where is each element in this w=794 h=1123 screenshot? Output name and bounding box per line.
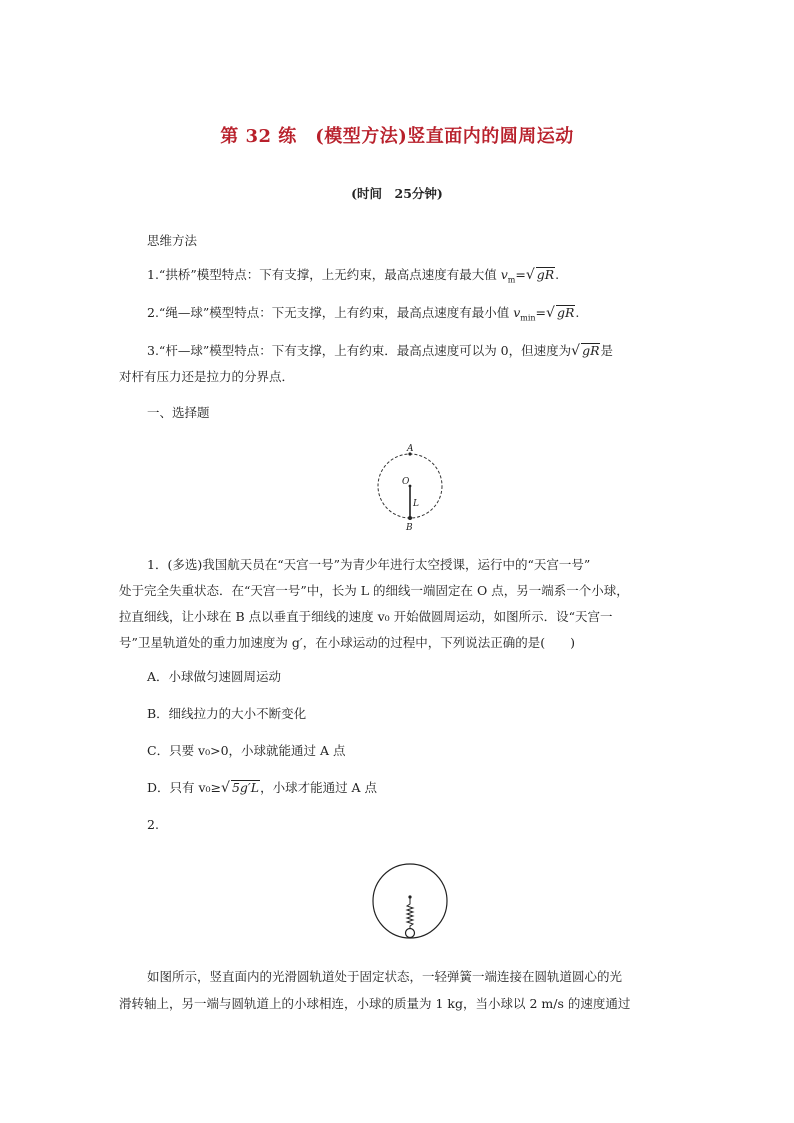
method-item-3-line2: 对杆有压力还是拉力的分界点． — [119, 369, 295, 384]
q1-line-2: 处于完全失重状态．在“天宫一号”中，长为 L 的细线一端固定在 O 点，另一端系一个小球， — [119, 583, 629, 598]
q1-option-b: B．细线拉力的大小不断变化 — [147, 706, 307, 721]
q2-line-2: 滑转轴上，另一端与圆轨道上的小球相连，小球的质量为 1 kg，当小球以 2 m/s 的速度通过 — [119, 996, 631, 1011]
method-item-1: 1.“拱桥”模型特点：下有支撑，上无约束，最高点速度有最大值 $v_m=√$ gR. — [147, 267, 560, 285]
label-l: L — [413, 499, 419, 509]
method-item-3-line1: 3.“杆—球”模型特点：下有支撑，上有约束．最高点速度可以为 0，但速度为√ gR是 — [147, 343, 613, 359]
spring — [407, 898, 413, 929]
q1-line-1: 1．(多选)我国航天员在“天宫一号”为青少年进行太空授课，运行中的“天宫一号” — [147, 557, 591, 572]
q2-line-1: 如图所示，竖直面内的光滑圆轨道处于固定状态，一轻弹簧一端连接在圆轨道圆心的光 — [147, 969, 623, 984]
ball — [406, 929, 415, 938]
method-heading: 思维方法 — [147, 233, 198, 248]
q1-line-3: 拉直细线，让小球在 B 点以垂直于细线的速度 v₀ 开始做圆周运动，如图所示．设“天宫一 — [119, 609, 613, 624]
q1-line-4: 号”卫星轨道处的重力加速度为 g′，在小球运动的过程中，下列说法正确的是( ) — [119, 635, 575, 650]
circle-string-figure — [370, 440, 450, 532]
method-item-2: 2.“绳—球”模型特点：下无支撑，上有约束，最高点速度有最小值 $v_{min}=√$ gR. — [147, 305, 580, 323]
label-b: B — [406, 523, 413, 532]
circular-track-figure — [370, 862, 450, 942]
q1-option-d: D．只有 v₀≥√ 5g′L，小球才能通过 A 点 — [147, 780, 378, 796]
section-heading-choice: 一、选择题 — [147, 405, 210, 420]
q1-option-a: A．小球做匀速圆周运动 — [147, 669, 282, 684]
label-a: A — [407, 444, 414, 454]
time-subtitle: (时间 25分钟) — [351, 186, 443, 201]
point-b — [408, 516, 412, 520]
q1-option-c: C．只要 v₀>0，小球就能通过 A 点 — [147, 743, 346, 758]
label-o: O — [402, 477, 410, 487]
page-title: 第 32 练 (模型方法)竖直面内的圆周运动 — [220, 126, 574, 147]
q2-number: 2. — [147, 817, 159, 832]
